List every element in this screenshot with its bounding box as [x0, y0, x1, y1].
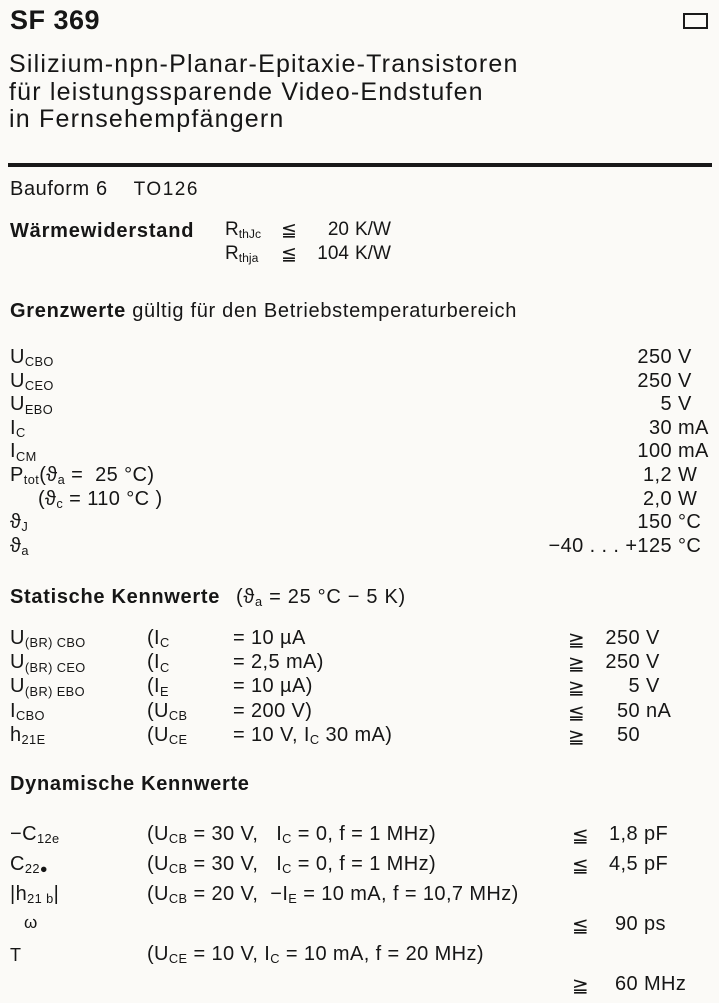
parameter-value: 1,2 — [642, 463, 672, 486]
parameter-symbol: $U_{(BR) CBO}$ — [10, 627, 86, 651]
parameter-unit: V — [646, 627, 660, 649]
thermal-resistance-label: Wärmewiderstand — [10, 220, 195, 242]
relation-sign: ≦ — [572, 855, 590, 877]
test-condition: ($ϑ_a = 25$ °C) — [39, 463, 155, 488]
parameter-symbol: $U_{(BR) CEO}$ — [10, 651, 86, 675]
parameter-unit: V — [646, 651, 660, 674]
parameter-unit: V — [678, 393, 692, 416]
parameter-unit: K/W — [355, 243, 391, 264]
parameter-unit: W — [678, 487, 698, 510]
parameter-unit: mA — [678, 440, 709, 463]
parameter-unit: pF — [644, 853, 669, 875]
thermal-resistance-table — [225, 219, 411, 267]
parameter-unit: V — [646, 675, 660, 698]
parameter-unit: W — [678, 463, 698, 486]
parameter-symbol: $I_C$ — [10, 416, 26, 441]
test-condition-symbol: ($U_{CB}$ — [147, 699, 188, 723]
relation-sign: ≦ — [281, 220, 297, 241]
parameter-unit: V — [678, 369, 692, 392]
subtitle-line: Silizium-npn-Planar-Epitaxie-Transistoren — [9, 50, 519, 78]
parameter-symbol: $P_{tot}$ — [10, 463, 40, 488]
page-subtitle — [9, 51, 519, 134]
parameter-unit: MHz — [644, 973, 687, 995]
table-row — [10, 700, 688, 724]
table-row — [10, 883, 700, 913]
parameter-symbol: ω — [24, 913, 38, 932]
table-row — [10, 346, 710, 370]
table-row — [10, 417, 710, 441]
parameter-value: 5 — [660, 393, 672, 416]
relation-sign: ≦ — [572, 915, 590, 937]
parameter-unit: V — [678, 346, 692, 368]
parameter-symbol: $U_{CEO}$ — [10, 369, 54, 393]
table-row — [10, 440, 710, 464]
parameter-value: 250 — [637, 346, 672, 368]
heading-condition: ($ϑ_a = 25$ °C − 5 K) — [236, 586, 406, 610]
parameter-value: 90 — [614, 913, 638, 935]
parameter-value: 60 — [614, 973, 638, 995]
parameter-value: 104 — [317, 243, 349, 264]
static-values-table — [10, 627, 688, 748]
relation-sign: ≧ — [568, 629, 586, 651]
parameter-symbol: $U_{CBO}$ — [10, 346, 54, 370]
table-row — [10, 943, 700, 973]
test-condition-value: = 10 V, $I_C$ 30 mA) — [233, 723, 393, 748]
parameter-symbol: $R_{thja}$ — [225, 243, 259, 266]
parameter-unit: °C — [678, 534, 702, 557]
relation-sign: ≦ — [568, 701, 586, 724]
test-condition-value: = 200 V) — [233, 699, 313, 722]
relation-sign: ≧ — [568, 725, 586, 748]
parameter-value: 100 — [637, 440, 672, 463]
relation-sign: ≦ — [572, 825, 590, 847]
relation-sign: ≦ — [281, 244, 297, 265]
parameter-value: 2,0 — [642, 487, 672, 510]
test-condition: ($U_{CE} = 10$ V, $I_C = 10$ mA, f = 20 MHz) — [147, 943, 484, 967]
parameter-value: 250 — [605, 627, 640, 649]
test-condition: ($ϑ_c = 110$ °C ) — [38, 487, 163, 511]
parameter-symbol: $h_{21E}$ — [10, 723, 46, 748]
parameter-symbol: $-C_{12e}$ — [10, 823, 60, 847]
parameter-symbol: $ϑ_J$ — [10, 511, 29, 535]
parameter-unit: °C — [678, 511, 702, 534]
table-row — [10, 913, 700, 943]
parameter-unit: ps — [644, 913, 666, 935]
page-title: SF 369 — [10, 5, 101, 35]
test-condition-symbol: ($I_E$ — [147, 675, 169, 699]
square-outline-icon — [683, 13, 708, 29]
parameter-symbol: $U_{(BR) EBO}$ — [10, 675, 85, 699]
parameter-unit: K/W — [355, 219, 391, 240]
parameter-value: 150 — [637, 511, 672, 534]
table-row — [10, 535, 710, 559]
table-row — [225, 243, 411, 267]
parameter-unit: pF — [644, 823, 669, 845]
subtitle-line: in Fernsehempfängern — [9, 105, 285, 133]
parameter-symbol: $R_{thJc}$ — [225, 219, 262, 242]
heading-bold: Dynamische Kennwerte — [10, 773, 250, 795]
heading-bold: Statische Kennwerte — [10, 586, 221, 608]
test-condition: ($U_{CB} = 20$ V, $-I_E = 10$ mA, f = 10,7 MHz) — [147, 883, 519, 907]
parameter-unit: mA — [678, 416, 709, 439]
test-condition-symbol: ($I_C$ — [147, 651, 170, 675]
table-row — [10, 651, 688, 675]
table-row — [10, 675, 688, 699]
relation-sign: ≧ — [572, 975, 590, 997]
table-row — [10, 724, 688, 748]
subtitle-line: für leistungssparende Video-Endstufen — [9, 77, 484, 106]
section-heading-dynamische — [10, 773, 250, 796]
parameter-value: −40 . . . +125 — [548, 534, 672, 557]
parameter-symbol: $I_{CM}$ — [10, 440, 37, 464]
parameter-value: 4,5 — [608, 853, 638, 875]
table-row — [10, 627, 688, 651]
table-row — [10, 511, 710, 535]
test-condition: ($U_{CB} = 30$ V, $I_C = 0$, f = 1 MHz) — [147, 853, 437, 877]
parameter-value: 1,8 — [608, 823, 638, 845]
heading-bold: Grenzwerte — [10, 300, 126, 322]
parameter-value: 250 — [637, 369, 672, 392]
heading-rest: gültig für den Betriebstemperaturbereich — [125, 300, 518, 322]
test-condition-value: = 10 µA — [233, 627, 306, 649]
horizontal-divider — [8, 163, 712, 167]
test-condition-symbol: ($U_{CE}$ — [147, 723, 188, 748]
table-row — [10, 973, 700, 1003]
parameter-value: 5 — [628, 675, 640, 698]
parameter-value: 50 — [616, 699, 640, 722]
parameter-value: 20 — [327, 219, 349, 240]
limit-values-table — [10, 346, 710, 558]
parameter-symbol: $I_{CBO}$ — [10, 699, 45, 723]
section-heading-statische — [10, 586, 406, 609]
test-condition-value: = 2,5 mA) — [233, 651, 324, 674]
parameter-unit: nA — [646, 699, 672, 722]
table-row — [10, 853, 700, 883]
parameter-symbol: $C_{22●}$ — [10, 853, 49, 877]
parameter-value: 250 — [605, 651, 640, 674]
relation-sign: ≧ — [568, 653, 586, 676]
parameter-symbol: $ϑ_a$ — [10, 534, 29, 559]
test-condition: ($U_{CB} = 30$ V, $I_C = 0$, f = 1 MHz) — [147, 823, 437, 847]
table-row — [225, 219, 411, 243]
table-row — [10, 370, 710, 394]
relation-sign: ≧ — [568, 677, 586, 700]
parameter-value: 30 — [648, 416, 672, 439]
parameter-symbol: $|h_{21 b}|$ — [10, 883, 60, 907]
test-condition-value: = 10 µA) — [233, 675, 313, 698]
parameter-symbol: $U_{EBO}$ — [10, 393, 54, 417]
dynamic-values-table — [10, 818, 700, 1003]
parameter-symbol: T — [10, 945, 22, 965]
bauform-label: Bauform 6 — [10, 178, 108, 200]
parameter-value: 50 — [616, 723, 640, 746]
section-heading-grenzwerte — [10, 300, 517, 323]
package-info — [10, 178, 199, 201]
table-row — [10, 488, 710, 512]
test-condition-symbol: ($I_C$ — [147, 627, 170, 651]
table-row — [10, 823, 700, 853]
table-row — [10, 464, 710, 488]
package-code: TO126 — [133, 179, 199, 200]
table-row — [10, 393, 710, 417]
